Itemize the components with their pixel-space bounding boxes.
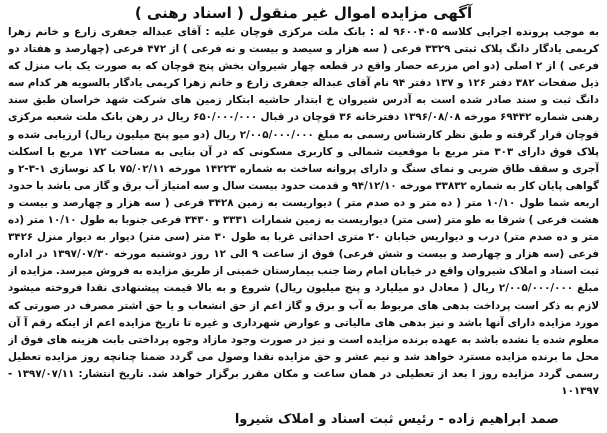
notice-signature: صمد ابراهیم زاده - رئیس ثبت اسناد و املاک شیروا: [234, 412, 559, 427]
notice-body: به موجب پرونده اجرایی کلاسه ۹۶۰۰۴۰۵ له : بانک ملت مرکزی قوچان علیه : آقای عبداله جعفری زارع و خانم زهرا کریمی یادگار دانگ پلاک ثبتی ۳۳۲۹ فرعی ( سه هزار و سیصد و بیست و نه فرعی ) از ۴۷۲ فرعی (چهارصد و هفتاد دو فرعی ) از ۲ اصلی (دو اص مزرعه حصار واقع در قطعه چهار شیروان بخش پنج قوچان که به صورت یک باب منزل که ذیل صفحات ۳۸۲ دفتر ۱۲۶ و ۱۳۷ دفتر ۹۴ نام آقای عبداله جعفری زارع و خانم زهرا کریمی یادگار بالسویه هر کدام سه دانگ ثبت و سند صادر شده است به آدرس شیروان خ ابتدار حاشیه ابتکار زمین های شرکت شهد خراسان طبق سند رهنی شماره ۶۹۴۴۲ مورخه ۱۳۹۶/۰۸/۰۸ دفترخانه ۳۶ قوچان در قبال ۶۵۰/۰۰۰/۰۰۰ ریال در رهن بانک ملت شعبه مرکزی قوچان قرار گرفته و طبق نظر کارشناس رسمی به مبلغ ۲/۰۰۵/۰۰۰/۰۰۰ ریال (دو میو پنج میلیون ریال) ارزیابی شده و پلاک فوق دارای ۳۰۳ متر مربع با موقعیت شمالی و کاربری مسکونی که در آن بنایی به مساحت ۱۷۲ مربع با اسکلت آجری و سقف طاق ضربی و نمای سنگ و دارای پروانه ساخت به شماره ۱۴۲۲۳ مورخه ۷۵/۰۲/۱۱ با کد نوسازی ۱-۳-۲ و گواهی پایان کار به شماره ۳۳۸۳۲ مورخه ۹۴/۱۲/۱۰ و قدمت حدود بیست سال و سه امتیاز آب برق و گاز می باشد با حدود اربعه شما طول ۱۰/۱۰ متر ( ده متر و ده صدم متر ) دیواریست به زمین ۳۴۲۸ فرعی ( سه هزار و چهارصد و بیست و هشت فرعی ) شرقا به طو متر (سی متر) دیواریست به زمین شمارات ۳۳۳۱ و ۳۴۳۰ فرعی جنوبا به طول ۱۰/۱۰ متر (ده متر و ده صدم متر) درب و دیواریس خیابان ۲۰ متری احداثی غربا به طول ۳۰ متر (سی متر) دیوار به دیوار منزل ۳۴۲۶ فرعی (سه هزار و چهارصد و بیست و شش فرعی) فوق از ساعت ۹ الی ۱۲ روز دوشنبه مورخه ۱۳۹۷/۰۷/۳۰ در اداره ثبت اسناد و املاک شیروان واقع در خیابان امام رضا جنب بیمارستان خمینی از طریق مزایده به فروش میرسد. مزایده از مبلغ ۲/۰۰۵/۰۰۰/۰۰۰ ریال ( معادل دو میلیارد و پنج میلیون ریال) شروع و به بالا قیمت پیشنهادی نقدا فروخته میشود لازم به ذکر است پرداخت بدهی های مربوط به آب و برق و گاز اعم از حق انشعاب و یا حق اشتر مصرف در صورتی که مورد مزایده دارای آنها باشد و نیز بدهی های مالیاتی و عوارض شهرداری و غیره تا تاریخ مزایده اعم از اینکه رقم آ آن معلوم شده یا نشده باشد به عهده برنده مزایده است و نیز در صورت وجود مازاد وجوه پرداختی بابت هزینه های فوق از محل ما برنده مزایده مسترد خواهد شد و نیم عشر و حق مزایده نقدا وصول می گردد ضمنا چنانچه روز مزایده تعطیل رسمی گردد مزایده روز ا بعد از تعطیلی در همان ساعت و مکان مقرر برگزار خواهد شد. تاریخ انتشار: ۱۳۹۷/۰۷/۱۱ - ۱۰۱۳۹۷: [8, 26, 599, 397]
notice-title: آگهی مزایده اموال غیر منقول ( اسناد رهنی ): [134, 4, 473, 22]
